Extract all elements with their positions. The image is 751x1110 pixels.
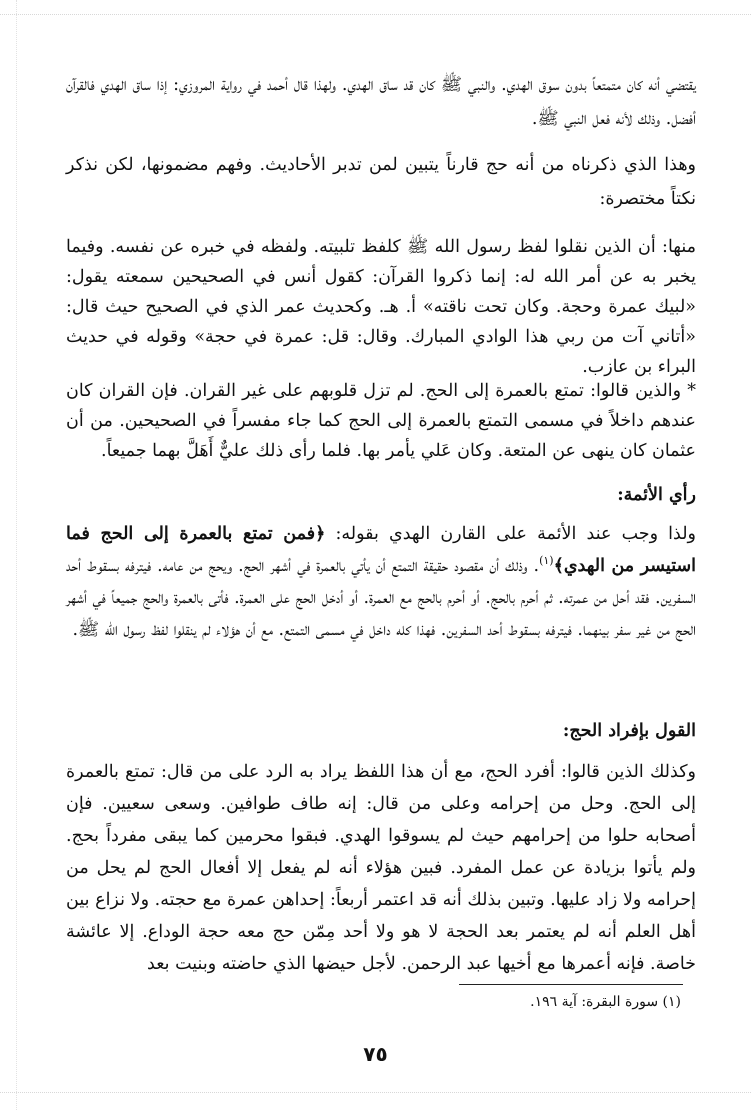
paragraph-2: وهذا الذي ذكرناه من أنه حج قارناً يتبين لمن تدبر الأحاديث. وفهم مضمونها، لكن نذكر نكتاً مختصرة: [66,155,696,209]
footnote-text: (١) سورة البقرة: آية ١٩٦. [530,994,681,1010]
paragraph-6: وكذلك الذين قالوا: أفرد الحج، مع أن هذا اللفظ يراد به الرد على من قال: تمتع بالعمرة إلى الحج. وحل من إحرامه وعلى من قال: إنه طاف طوافين. وسعى سعيين. فإن أصحابه حلوا من إحرامهم حيث لم يسوقوا الهدي. فبقوا محرمين كما يبقى مفرداً بحج. ولم يأتوا بزيادة عن عمل المفرد. فبين هؤلاء أنه لم يفعل إلا أفعال الحج لم يحل من إحرامه ولا زاد عليها. وتبين بذلك أنه قد اعتمر أربعاً: إحداهن عمرة مع حجته. ولا نزاع بين أهل العلم أنه لم يعتمر بعد الحجة لا هو ولا أحد مِمّن حج معه حجة الوداع. إلا عائشة خاصة. فإنه أعمرها مع أخيها عبد الرحمن. لأجل حيضها الذي حاضته وبنيت بعد [66,762,696,974]
paragraph-1: يقتضي أنه كان متمتعاً بدون سوق الهدي. والنبي ﷺ كان قد ساق الهدي. ولهذا قال أحمد في رواية المروزي: إذا ساق الهدي فالقرآن أفضل. وذلك لأنه فعل النبي ﷺ. [66,75,696,129]
page-number: ٧٥ [363,1042,388,1066]
paragraph-4: * والذين قالوا: تمتع بالعمرة إلى الحج. لم تزل قلوبهم على غير القران. فإن القران كان عندهم داخلاً في مسمى التمتع بالعمرة إلى الحج كما جاء مفسراً في الصحيحين. من أن عثمان كان ينهى عن المتعة. وكان عَلي يأمر بها. فلما رأى ذلك عليٌّ أَهَلَّ بهما جميعاً. [66,381,696,461]
scan-border-top [0,14,751,15]
section-heading-imams-opinion: رأي الأئمة: [617,485,696,505]
paragraph-5 [66,518,696,646]
scan-border-bottom [0,1092,751,1093]
paragraph-5-start: ولذا وجب عند الأئمة على القارن الهدي بقوله: [325,524,696,544]
footnote-divider [459,984,683,985]
quran-verse: ﴿فمن تمتع بالعمرة إلى الحج فما استيسر من الهدي﴾ [66,524,696,576]
paragraph-5-rest: . وذلك أن مقصود حقيقة التمتع أن يأتي بالعمرة في أشهر الحج. ويحج من عامه. فيترفه بسقوط أحد السفرين. فقد أحل من عمرته. ثم أحرم بالحج. أو أحرم بالحج مع العمرة. أو أدخل الحج على العمرة. فأتى بالعمرة والحج جميعاً في أشهر الحج من غير سفر بينهما. فيترفه بسقوط أحد السفرين. فهذا كله داخل في مسمى التمتع. مع أن هؤلاء لم ينقلوا لفظ رسول الله ﷺ. [66,556,696,640]
scan-border-side [16,0,17,1110]
footnote-reference: (١) [539,554,554,568]
section-heading-ifrad: القول بإفراد الحج: [562,721,696,741]
paragraph-3: منها: أن الذين نقلوا لفظ رسول الله ﷺ كلفظ تلبيته. ولفظه في خبره عن نفسه. وفيما يخبر به عن أمر الله له: إنما ذكروا القرآن: كقول أنس في الصحيحين سمعته يقول: «لبيك عمرة وحجة. وكان تحت ناقته» أ. هـ. وكحديث عمر الذي في الصحيح حيث قال: «أتاني آت من ربي هذا الوادي المبارك. وقال: قل: عمرة في حجة» وقوله في حديث البراء بن عازب. [66,237,696,377]
